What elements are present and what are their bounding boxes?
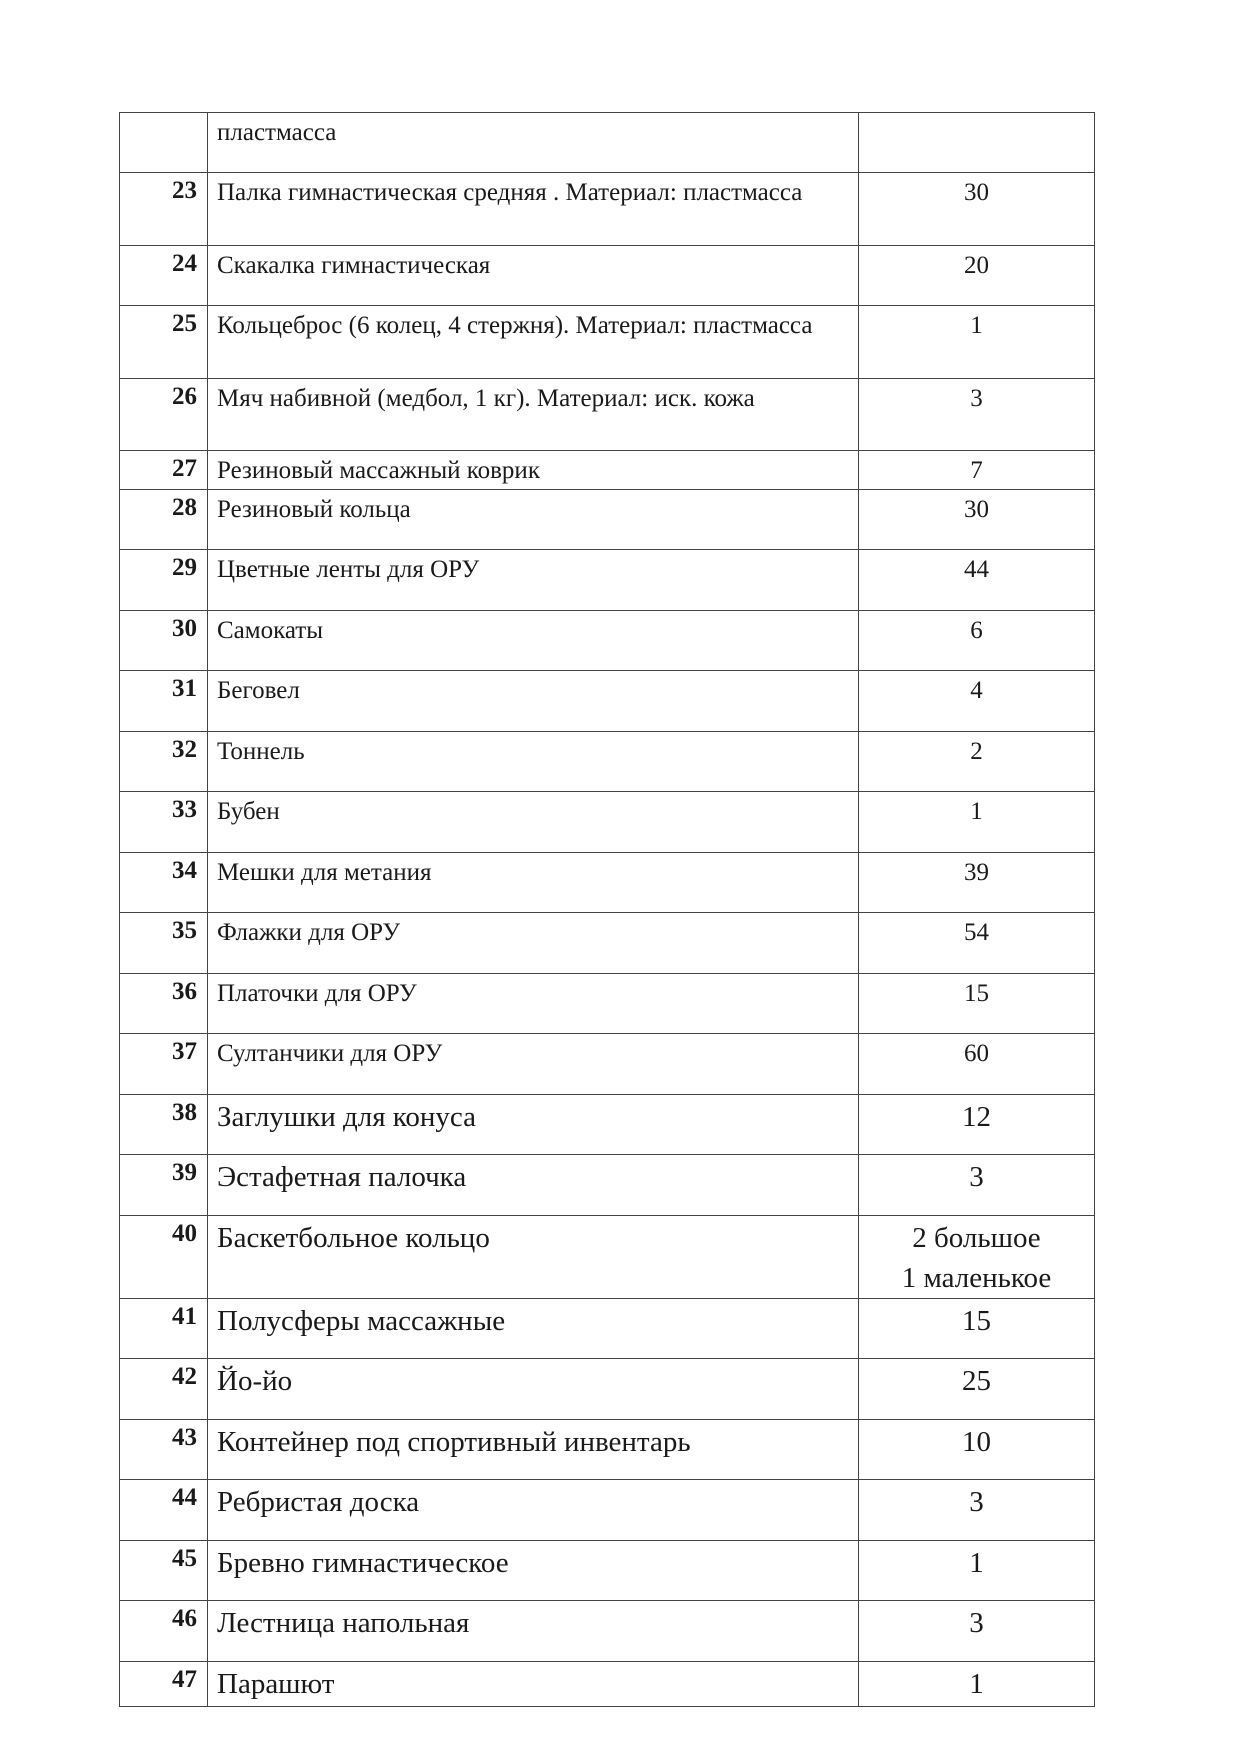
quantity-line: 15 bbox=[964, 980, 989, 1007]
quantity-line: 10 bbox=[962, 1426, 991, 1458]
quantity-line: 60 bbox=[964, 1040, 989, 1067]
table-row bbox=[120, 451, 1095, 490]
item-quantity bbox=[859, 1299, 1095, 1359]
inventory-table-body bbox=[120, 113, 1095, 1707]
row-number: 31 bbox=[120, 671, 208, 732]
table-row bbox=[120, 246, 1095, 306]
table-row bbox=[120, 1662, 1095, 1707]
item-name: Баскетбольное кольцо bbox=[208, 1216, 859, 1299]
quantity-line: 44 bbox=[964, 556, 989, 583]
item-quantity bbox=[859, 550, 1095, 611]
item-quantity bbox=[859, 173, 1095, 246]
quantity-line: 1 bbox=[969, 1547, 984, 1579]
item-name: Скакалка гимнастическая bbox=[208, 246, 859, 306]
table-row bbox=[120, 1420, 1095, 1480]
item-name: Флажки для ОРУ bbox=[208, 913, 859, 974]
table-row bbox=[120, 913, 1095, 974]
item-quantity bbox=[859, 490, 1095, 550]
row-number: 45 bbox=[120, 1541, 208, 1601]
item-name: Лестница напольная bbox=[208, 1601, 859, 1662]
table-row bbox=[120, 1359, 1095, 1420]
inventory-table bbox=[119, 112, 1095, 1707]
quantity-line: 7 bbox=[970, 457, 983, 484]
item-name: Заглушки для конуса bbox=[208, 1095, 859, 1155]
quantity-line: 30 bbox=[964, 179, 989, 206]
item-name: пластмасса bbox=[208, 113, 859, 173]
item-name: Бревно гимнастическое bbox=[208, 1541, 859, 1601]
quantity-line: 3 bbox=[969, 1607, 984, 1639]
quantity-line: 2 bbox=[970, 738, 983, 765]
row-number: 29 bbox=[120, 550, 208, 611]
table-row bbox=[120, 1216, 1095, 1299]
table-row bbox=[120, 671, 1095, 732]
row-number: 39 bbox=[120, 1155, 208, 1216]
row-number: 42 bbox=[120, 1359, 208, 1420]
row-number: 26 bbox=[120, 379, 208, 451]
row-number: 35 bbox=[120, 913, 208, 974]
item-name: Парашют bbox=[208, 1662, 859, 1707]
item-quantity bbox=[859, 1359, 1095, 1420]
table-row bbox=[120, 611, 1095, 671]
quantity-line: 20 bbox=[964, 252, 989, 279]
quantity-line: 1 маленькое bbox=[901, 1262, 1052, 1294]
item-name: Мешки для метания bbox=[208, 853, 859, 913]
item-name: Беговел bbox=[208, 671, 859, 732]
quantity-line: 25 bbox=[962, 1365, 991, 1397]
item-quantity bbox=[859, 732, 1095, 792]
item-name: Резиновый массажный коврик bbox=[208, 451, 859, 490]
quantity-line: 3 bbox=[970, 385, 983, 412]
item-name: Султанчики для ОРУ bbox=[208, 1034, 859, 1095]
item-quantity bbox=[859, 1095, 1095, 1155]
item-quantity bbox=[859, 451, 1095, 490]
quantity-line: 39 bbox=[964, 859, 989, 886]
row-number bbox=[120, 113, 208, 173]
table-row bbox=[120, 853, 1095, 913]
item-quantity bbox=[859, 1155, 1095, 1216]
item-name: Бубен bbox=[208, 792, 859, 853]
item-quantity bbox=[859, 974, 1095, 1034]
item-quantity bbox=[859, 1216, 1095, 1299]
quantity-line: 3 bbox=[969, 1486, 984, 1518]
item-name: Ребристая доска bbox=[208, 1480, 859, 1541]
table-row bbox=[120, 113, 1095, 173]
item-name: Эстафетная палочка bbox=[208, 1155, 859, 1216]
quantity-line: 4 bbox=[970, 677, 983, 704]
item-name: Платочки для ОРУ bbox=[208, 974, 859, 1034]
row-number: 36 bbox=[120, 974, 208, 1034]
item-quantity bbox=[859, 1420, 1095, 1480]
quantity-line: 3 bbox=[969, 1161, 984, 1193]
quantity-line: 6 bbox=[970, 617, 983, 644]
item-name: Резиновый кольца bbox=[208, 490, 859, 550]
row-number: 28 bbox=[120, 490, 208, 550]
row-number: 44 bbox=[120, 1480, 208, 1541]
row-number: 33 bbox=[120, 792, 208, 853]
item-quantity bbox=[859, 913, 1095, 974]
item-quantity bbox=[859, 611, 1095, 671]
table-row bbox=[120, 974, 1095, 1034]
row-number: 34 bbox=[120, 853, 208, 913]
table-row bbox=[120, 550, 1095, 611]
quantity-line: 1 bbox=[970, 312, 983, 339]
table-row bbox=[120, 379, 1095, 451]
quantity-line: 54 bbox=[964, 919, 989, 946]
item-quantity bbox=[859, 246, 1095, 306]
table-row bbox=[120, 173, 1095, 246]
item-quantity bbox=[859, 1541, 1095, 1601]
item-quantity bbox=[859, 792, 1095, 853]
quantity-line: 30 bbox=[964, 496, 989, 523]
item-name: Йо-йо bbox=[208, 1359, 859, 1420]
table-row bbox=[120, 1541, 1095, 1601]
item-name: Полусферы массажные bbox=[208, 1299, 859, 1359]
item-quantity bbox=[859, 671, 1095, 732]
item-quantity bbox=[859, 1662, 1095, 1707]
table-row bbox=[120, 792, 1095, 853]
row-number: 25 bbox=[120, 306, 208, 379]
item-quantity bbox=[859, 1034, 1095, 1095]
table-row bbox=[120, 732, 1095, 792]
item-quantity bbox=[859, 853, 1095, 913]
row-number: 46 bbox=[120, 1601, 208, 1662]
table-row bbox=[120, 1155, 1095, 1216]
table-row bbox=[120, 1034, 1095, 1095]
row-number: 23 bbox=[120, 173, 208, 246]
row-number: 30 bbox=[120, 611, 208, 671]
item-name: Кольцеброс (6 колец, 4 стержня). Материал: пластмасса bbox=[208, 306, 859, 379]
quantity-line: 1 bbox=[969, 1668, 984, 1700]
quantity-line: 1 bbox=[970, 798, 983, 825]
row-number: 40 bbox=[120, 1216, 208, 1299]
row-number: 27 bbox=[120, 451, 208, 490]
table-row bbox=[120, 1480, 1095, 1541]
item-name: Палка гимнастическая средняя . Материал: пластмасса bbox=[208, 173, 859, 246]
row-number: 47 bbox=[120, 1662, 208, 1707]
row-number: 32 bbox=[120, 732, 208, 792]
item-quantity bbox=[859, 1480, 1095, 1541]
row-number: 37 bbox=[120, 1034, 208, 1095]
quantity-line: 2 большое bbox=[912, 1222, 1041, 1254]
item-quantity bbox=[859, 379, 1095, 451]
row-number: 38 bbox=[120, 1095, 208, 1155]
item-name: Тоннель bbox=[208, 732, 859, 792]
item-name: Цветные ленты для ОРУ bbox=[208, 550, 859, 611]
table-row bbox=[120, 490, 1095, 550]
quantity-line: 12 bbox=[962, 1101, 991, 1133]
item-quantity bbox=[859, 1601, 1095, 1662]
table-row bbox=[120, 1601, 1095, 1662]
table-row bbox=[120, 1095, 1095, 1155]
table-row bbox=[120, 306, 1095, 379]
row-number: 43 bbox=[120, 1420, 208, 1480]
row-number: 41 bbox=[120, 1299, 208, 1359]
item-name: Контейнер под спортивный инвентарь bbox=[208, 1420, 859, 1480]
row-number: 24 bbox=[120, 246, 208, 306]
item-quantity bbox=[859, 306, 1095, 379]
item-quantity bbox=[859, 113, 1095, 173]
quantity-line: 15 bbox=[962, 1305, 991, 1337]
table-row bbox=[120, 1299, 1095, 1359]
item-name: Самокаты bbox=[208, 611, 859, 671]
item-name: Мяч набивной (медбол, 1 кг). Материал: иск. кожа bbox=[208, 379, 859, 451]
